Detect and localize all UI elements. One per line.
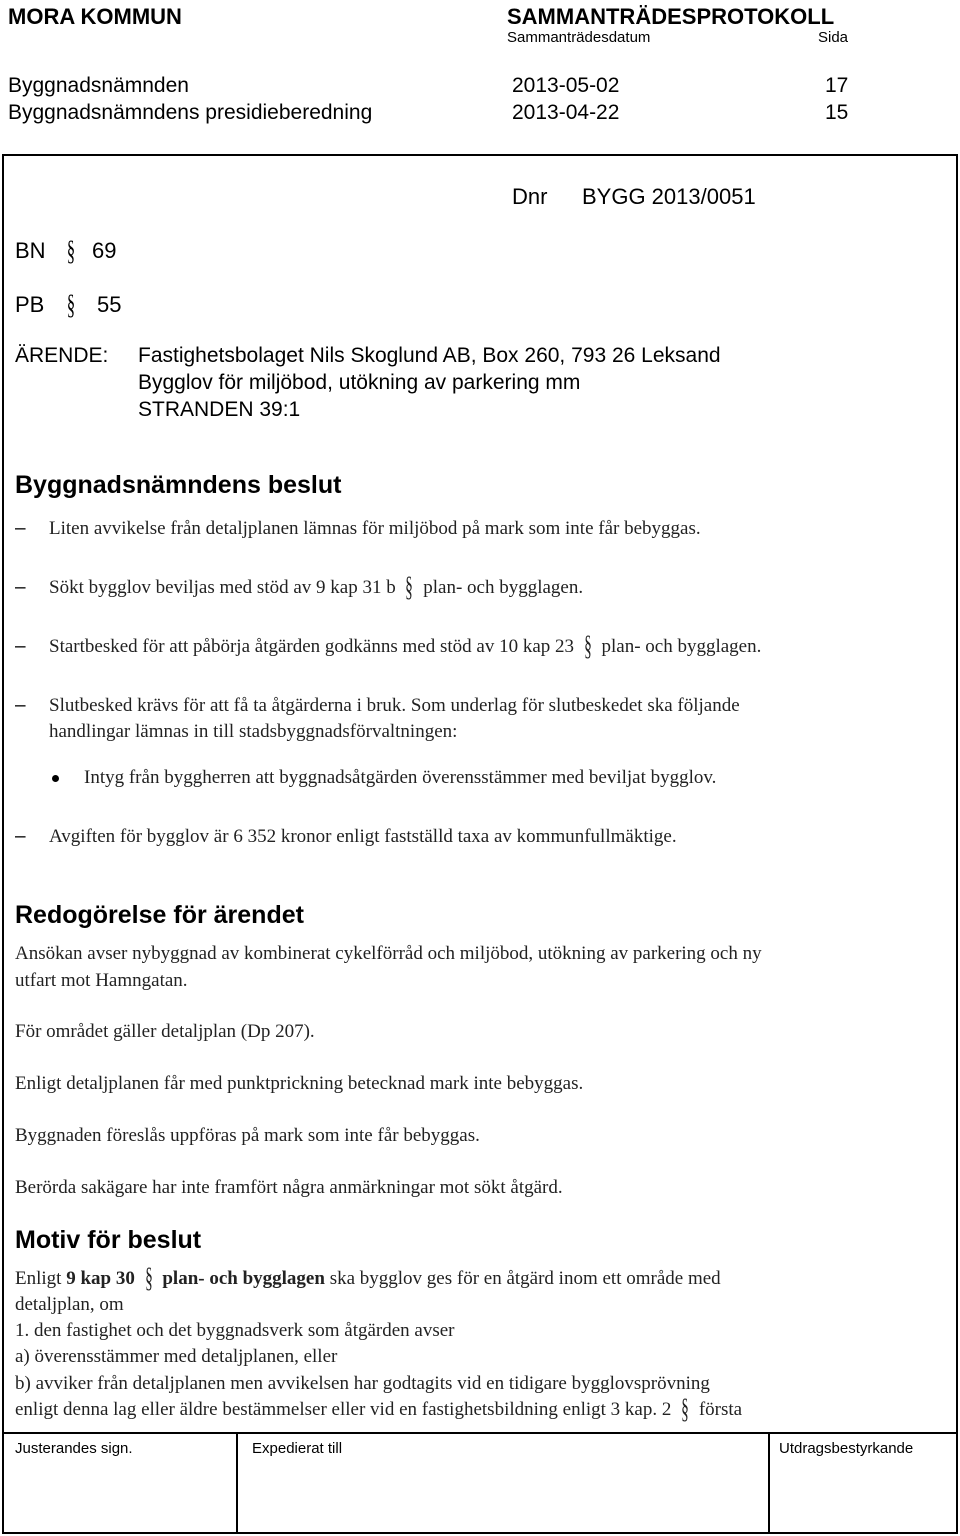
frame-top-line: [2, 154, 958, 156]
decision-item-2-law: plan- och bygglagen.: [423, 577, 584, 598]
report-paragraph-1-line-1: Ansökan avser nybyggnad av kombinerat cykelförråd och miljöbod, utökning av parkering och ny: [15, 943, 762, 964]
dispatched-label: Expedierat till: [252, 1440, 343, 1457]
motive-line-6-rest: första: [698, 1399, 743, 1420]
motive-heading: Motiv för beslut: [15, 1226, 202, 1254]
arende-line-2: Bygglov för miljöbod, utökning av parkering mm: [138, 371, 581, 394]
section-sign-icon: §: [66, 236, 76, 267]
motive-line-6-text: enligt denna lag eller äldre bestämmelser eller vid en fastighetsbildning enligt 3 kap. 2: [15, 1399, 672, 1420]
motive-line-1-rest: ska bygglov ges för en åtgärd inom ett område med: [329, 1268, 721, 1289]
meeting-date-1: 2013-05-02: [512, 74, 620, 97]
decision-bullet: Intyg från byggherren att byggnadsåtgärden överensstämmer med beviljat bygglov.: [84, 767, 717, 788]
decision-item-3: Startbesked för att påbörja åtgärden godkänns med stöd av 10 kap 23 § plan- och bygglagen.: [49, 631, 762, 662]
dash-marker: –: [15, 518, 26, 539]
bn-label: BN: [15, 238, 46, 263]
frame-left-line: [2, 154, 4, 1534]
dash-marker: –: [15, 695, 26, 716]
section-sign-icon: §: [66, 290, 76, 321]
arende-line-3: STRANDEN 39:1: [138, 398, 301, 421]
page-column-label: Sida: [818, 29, 849, 46]
footer-separator-1: [236, 1432, 238, 1534]
pb-label: PB: [15, 292, 45, 317]
motive-line-1-text: Enligt: [15, 1268, 62, 1289]
motive-line-1: Enligt 9 kap 30 § plan- och bygglagen ska bygglov ges för en åtgärd inom ett område med: [15, 1263, 721, 1294]
decision-item-1: Liten avvikelse från detaljplanen lämnas för miljöbod på mark som inte får bebyggas.: [49, 518, 701, 539]
report-paragraph-5: Berörda sakägare har inte framfört några anmärkningar mot sökt åtgärd.: [15, 1177, 563, 1198]
meeting-page-1: 17: [825, 74, 849, 97]
decision-item-3-law: plan- och bygglagen.: [601, 636, 762, 657]
meeting-body-1: Byggnadsnämnden: [8, 74, 189, 97]
dash-marker: –: [15, 826, 26, 847]
report-paragraph-4: Byggnaden föreslås uppföras på mark som inte får bebyggas.: [15, 1125, 480, 1146]
pb-number: 55: [97, 292, 122, 317]
signature-label: Justerandes sign.: [15, 1440, 133, 1457]
dash-marker: –: [15, 636, 26, 657]
motive-law-reference: 9 kap 30: [66, 1268, 135, 1289]
footer-divider: [2, 1432, 958, 1434]
document-type: SAMMANTRÄDESPROTOKOLL: [507, 4, 835, 29]
decision-heading: Byggnadsnämndens beslut: [15, 471, 342, 499]
dnr-label: Dnr: [512, 184, 548, 209]
report-heading: Redogörelse för ärendet: [15, 901, 304, 929]
bullet-icon: [52, 775, 59, 782]
bn-number: 69: [92, 238, 117, 263]
date-column-label: Sammanträdesdatum: [507, 29, 651, 46]
decision-item-2-text: Sökt bygglov beviljas med stöd av 9 kap 31 b: [49, 577, 396, 598]
motive-line-6: enligt denna lag eller äldre bestämmelser eller vid en fastighetsbildning enligt 3 kap. 2 § första: [15, 1394, 743, 1425]
certification-label: Utdragsbestyrkande: [779, 1440, 914, 1457]
decision-item-3-text: Startbesked för att påbörja åtgärden godkänns med stöd av 10 kap 23: [49, 636, 574, 657]
motive-line-5: b) avviker från detaljplanen men avvikelsen har godtagits vid en tidigare bygglovsprövning: [15, 1373, 710, 1394]
frame-bottom-line: [2, 1532, 958, 1534]
organization-name: MORA KOMMUN: [8, 4, 182, 29]
arende-line-1: Fastighetsbolaget Nils Skoglund AB, Box 260, 793 26 Leksand: [138, 344, 721, 367]
report-paragraph-2: För området gäller detaljplan (Dp 207).: [15, 1021, 315, 1042]
report-paragraph-3: Enligt detaljplanen får med punktprickning betecknad mark inte bebyggas.: [15, 1073, 584, 1094]
motive-line-2: detaljplan, om: [15, 1294, 124, 1315]
dnr-number: BYGG 2013/0051: [582, 184, 756, 209]
meeting-page-2: 15: [825, 101, 849, 124]
dash-marker: –: [15, 577, 26, 598]
arende-label: ÄRENDE:: [15, 344, 109, 367]
decision-item-5: Avgiften för bygglov är 6 352 kronor enligt fastställd taxa av kommunfullmäktige.: [49, 826, 677, 847]
motive-line-3: 1. den fastighet och det byggnadsverk som åtgärden avser: [15, 1320, 455, 1341]
frame-right-line: [956, 154, 958, 1534]
decision-item-2: Sökt bygglov beviljas med stöd av 9 kap 31 b § plan- och bygglagen.: [49, 572, 584, 603]
decision-item-4-line-2: handlingar lämnas in till stadsbyggnadsförvaltningen:: [49, 721, 458, 742]
footer-separator-2: [768, 1432, 770, 1534]
motive-line-4: a) överensstämmer med detaljplanen, eller: [15, 1346, 338, 1367]
meeting-body-2: Byggnadsnämndens presidieberedning: [8, 101, 373, 124]
report-paragraph-1-line-2: utfart mot Hamngatan.: [15, 970, 188, 991]
motive-law-name: plan- och bygglagen: [162, 1268, 325, 1289]
decision-item-4-line-1: Slutbesked krävs för att få ta åtgärderna i bruk. Som underlag för slutbeskedet ska följande: [49, 695, 740, 716]
meeting-date-2: 2013-04-22: [512, 101, 620, 124]
